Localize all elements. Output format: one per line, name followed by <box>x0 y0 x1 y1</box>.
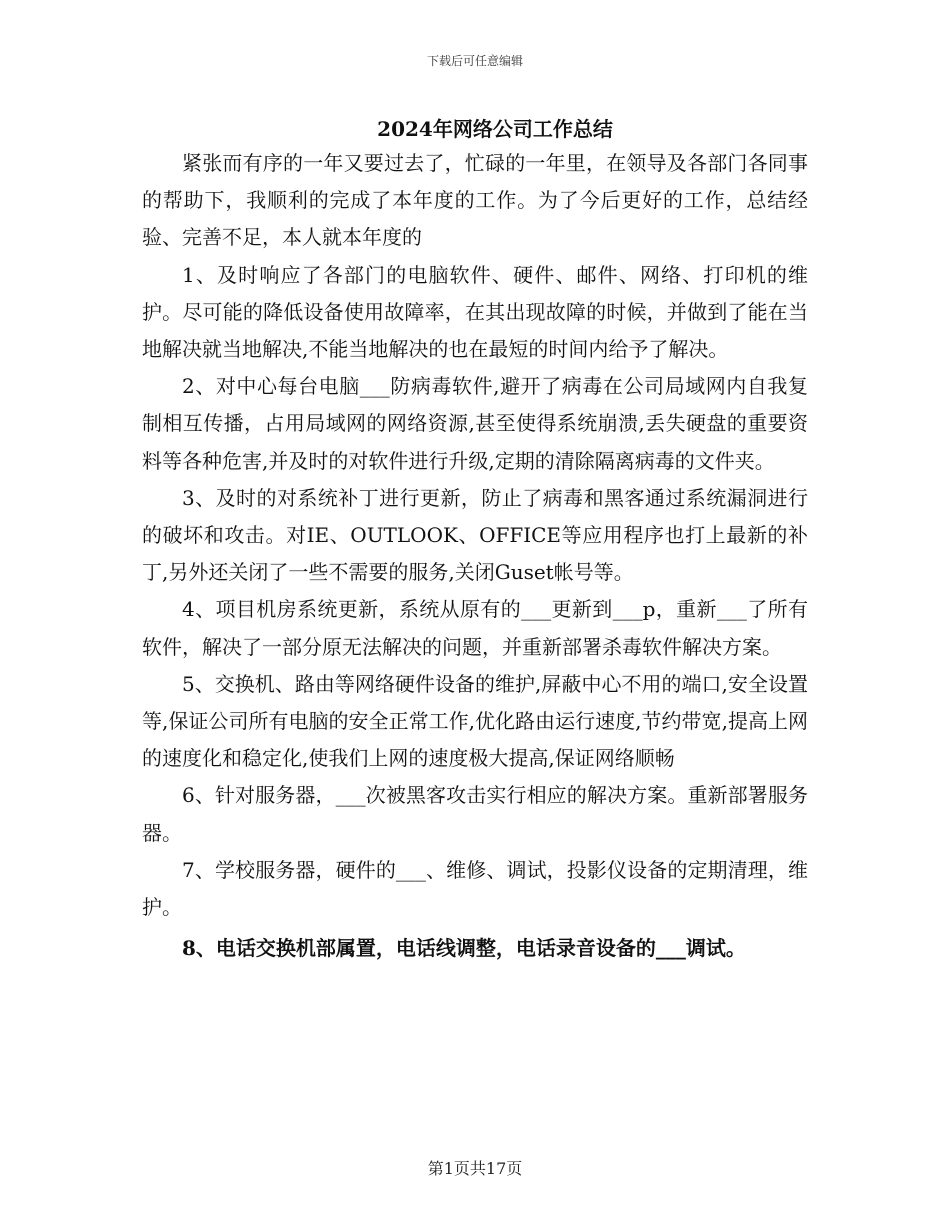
paragraph-item-8: 8、电话交换机部属置，电话线调整，电话录音设备的___调试。 <box>182 936 746 961</box>
paragraph-item-3: 3、及时的对系统补丁进行更新，防止了病毒和黑客通过系统漏洞进行的破坏和攻击。对IE、OUTLOOK、OFFICE等应用程序也打上最新的补丁,另外还关闭了一些不需要的服务,关闭Guset帐号等。 <box>142 485 808 585</box>
page-number-footer: 第1页共17页 <box>427 1159 523 1178</box>
paragraph-item-1: 1、及时响应了各部门的电脑软件、硬件、邮件、网络、打印机的维护。尽可能的降低设备使用故障率，在其出现故障的时候，并做到了能在当地解决就当地解决,不能当地解决的也在最短的时间内给予了解决。 <box>142 262 808 362</box>
paragraph-item-4: 4、项目机房系统更新，系统从原有的___更新到___p，重新___了所有软件，解决了一部分原无法解决的问题，并重新部署杀毒软件解决方案。 <box>142 597 808 659</box>
paragraph-item-5: 5、交换机、路由等网络硬件设备的维护,屏蔽中心不用的端口,安全设置等,保证公司所有电脑的安全正常工作,优化路由运行速度,节约带宽,提高上网的速度化和稳定化,使我们上网的速度极大提高,保证网络顺畅 <box>142 671 808 771</box>
document-title: 2024年网络公司工作总结 <box>377 117 613 141</box>
header-note: 下载后可任意编辑 <box>426 54 523 68</box>
paragraph-item-6: 6、针对服务器，___次被黑客攻击实行相应的解决方案。重新部署服务器。 <box>142 783 808 845</box>
paragraph-item-7: 7、学校服务器，硬件的___、维修、调试，投影仪设备的定期清理，维护。 <box>142 857 808 920</box>
document-body <box>142 145 808 967</box>
paragraph-item-2: 2、对中心每台电脑___防病毒软件,避开了病毒在公司局域网内自我复制相互传播，占用局域网的网络资源,甚至使得系统崩溃,丢失硬盘的重要资料等各种危害,并及时的对软件进行升级,定期的清除隔离病毒的文件夹。 <box>142 374 808 473</box>
paragraph-intro: 紧张而有序的一年又要过去了，忙碌的一年里，在领导及各部门各同事的帮助下，我顺利的完成了本年度的工作。为了今后更好的工作，总结经验、完善不足，本人就本年度的 <box>142 151 808 250</box>
